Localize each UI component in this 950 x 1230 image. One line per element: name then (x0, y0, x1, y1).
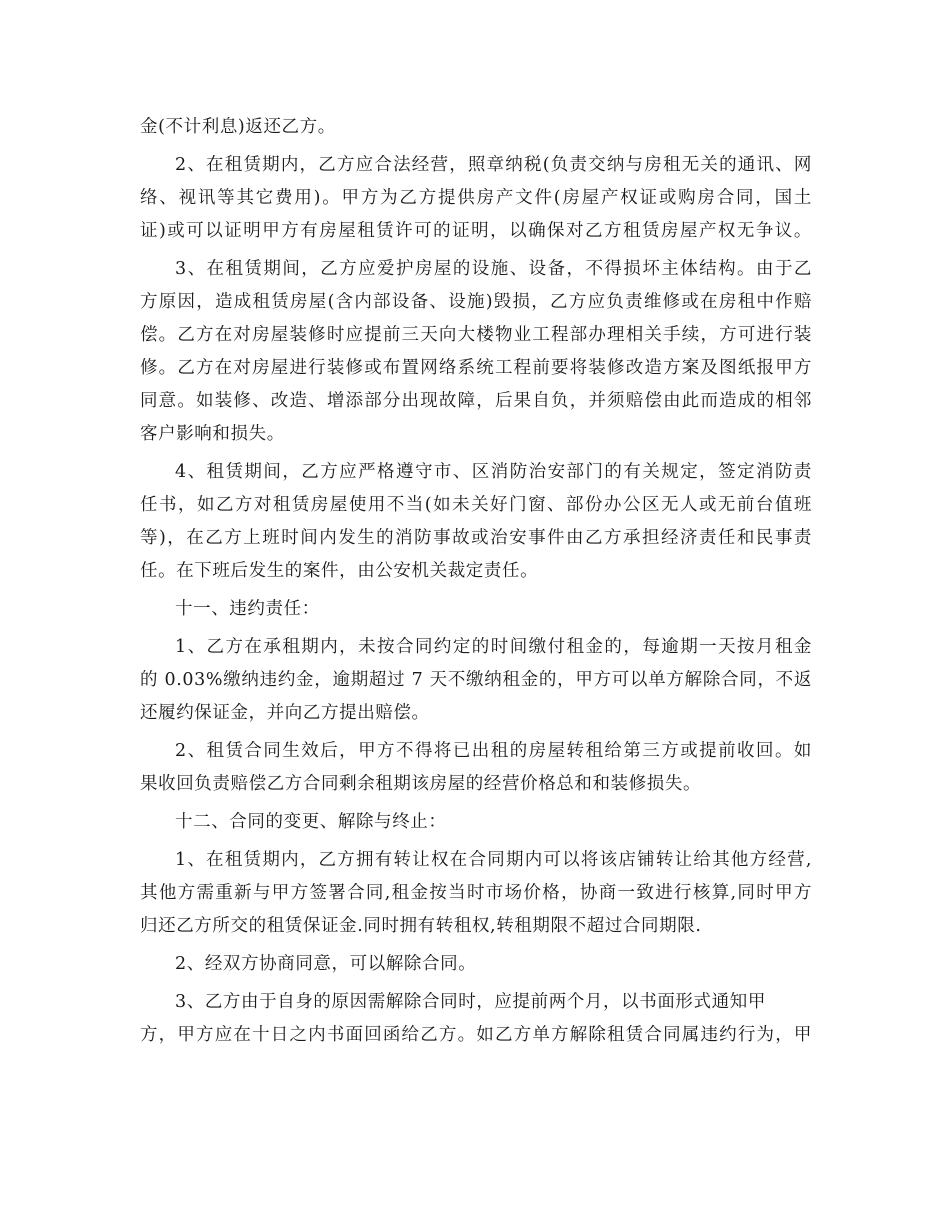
text-line: 偿。乙方在对房屋装修时应提前三天向大楼物业工程部办理相关手续，方可进行装 (140, 325, 812, 345)
text-line: 方原因，造成租赁房屋(含内部设备、设施)毁损，乙方应负责维修或在房租中作赔 (140, 292, 812, 312)
text-line: 2、经双方协商同意，可以解除合同。 (175, 954, 477, 974)
text-line: 还履约保证金，并向乙方提出赔偿。 (140, 703, 430, 723)
text-line: 客户影响和损失。 (140, 424, 285, 444)
text-line: 任。在下班后发生的案件，由公安机关裁定责任。 (140, 561, 539, 581)
text-line: 任书，如乙方对租赁房屋使用不当(如未关好门窗、部份办公区无人或无前台值班 (140, 495, 812, 515)
text-line: 的 0.03%缴纳违约金，逾期超过 7 天不缴纳租金的，甲方可以单方解除合同，不返 (140, 670, 812, 690)
text-line: 4、租赁期间，乙方应严格遵守市、区消防治安部门的有关规定，签定消防责 (175, 462, 812, 482)
text-line: 等)，在乙方上班时间内发生的消防事故或治安事件由乙方承担经济责任和民事责 (140, 528, 812, 548)
text-line: 十一、违约责任： (175, 599, 320, 619)
text-line: 1、乙方在承租期内，未按合同约定的时间缴付租金的，每逾期一天按月租金 (175, 637, 812, 657)
text-line: 方，甲方应在十日之内书面回函给乙方。如乙方单方解除租赁合同属违约行为，甲 (140, 1025, 812, 1045)
text-line: 2、在租赁期内，乙方应合法经营，照章纳税(负责交纳与房租无关的通讯、网 (175, 155, 812, 175)
text-line: 3、在租赁期间，乙方应爱护房屋的设施、设备，不得损坏主体结构。由于乙 (175, 259, 812, 279)
text-line: 果收回负责赔偿乙方合同剩余租期该房屋的经营价格总和和装修损失。 (140, 774, 702, 794)
text-line: 十二、合同的变更、解除与终止： (175, 812, 447, 832)
text-line: 归还乙方所交的租赁保证金.同时拥有转租权,转租期限不超过合同期限. (140, 916, 702, 936)
text-line: 同意。如装修、改造、增添部分出现故障，后果自负，并须赔偿由此而造成的相邻 (140, 391, 812, 411)
text-line: 络、视讯等其它费用)。甲方为乙方提供房产文件(房屋产权证或购房合同，国土 (140, 188, 812, 208)
text-line: 修。乙方在对房屋进行装修或布置网络系统工程前要将装修改造方案及图纸报甲方 (140, 358, 812, 378)
text-line: 证)或可以证明甲方有房屋租赁许可的证明，以确保对乙方租赁房屋产权无争议。 (140, 221, 812, 241)
text-line: 1、在租赁期内，乙方拥有转让权在合同期内可以将该店铺转让给其他方经营, (175, 850, 812, 870)
text-line: 其他方需重新与甲方签署合同,租金按当时市场价格，协商一致进行核算,同时甲方 (140, 883, 812, 903)
document-page (140, 111, 812, 1052)
text-line: 3、乙方由于自身的原因需解除合同时，应提前两个月，以书面形式通知甲 (175, 992, 766, 1012)
text-line: 2、租赁合同生效后，甲方不得将已出租的房屋转租给第三方或提前收回。如 (175, 741, 812, 761)
text-line: 金(不计利息)返还乙方。 (140, 117, 336, 137)
